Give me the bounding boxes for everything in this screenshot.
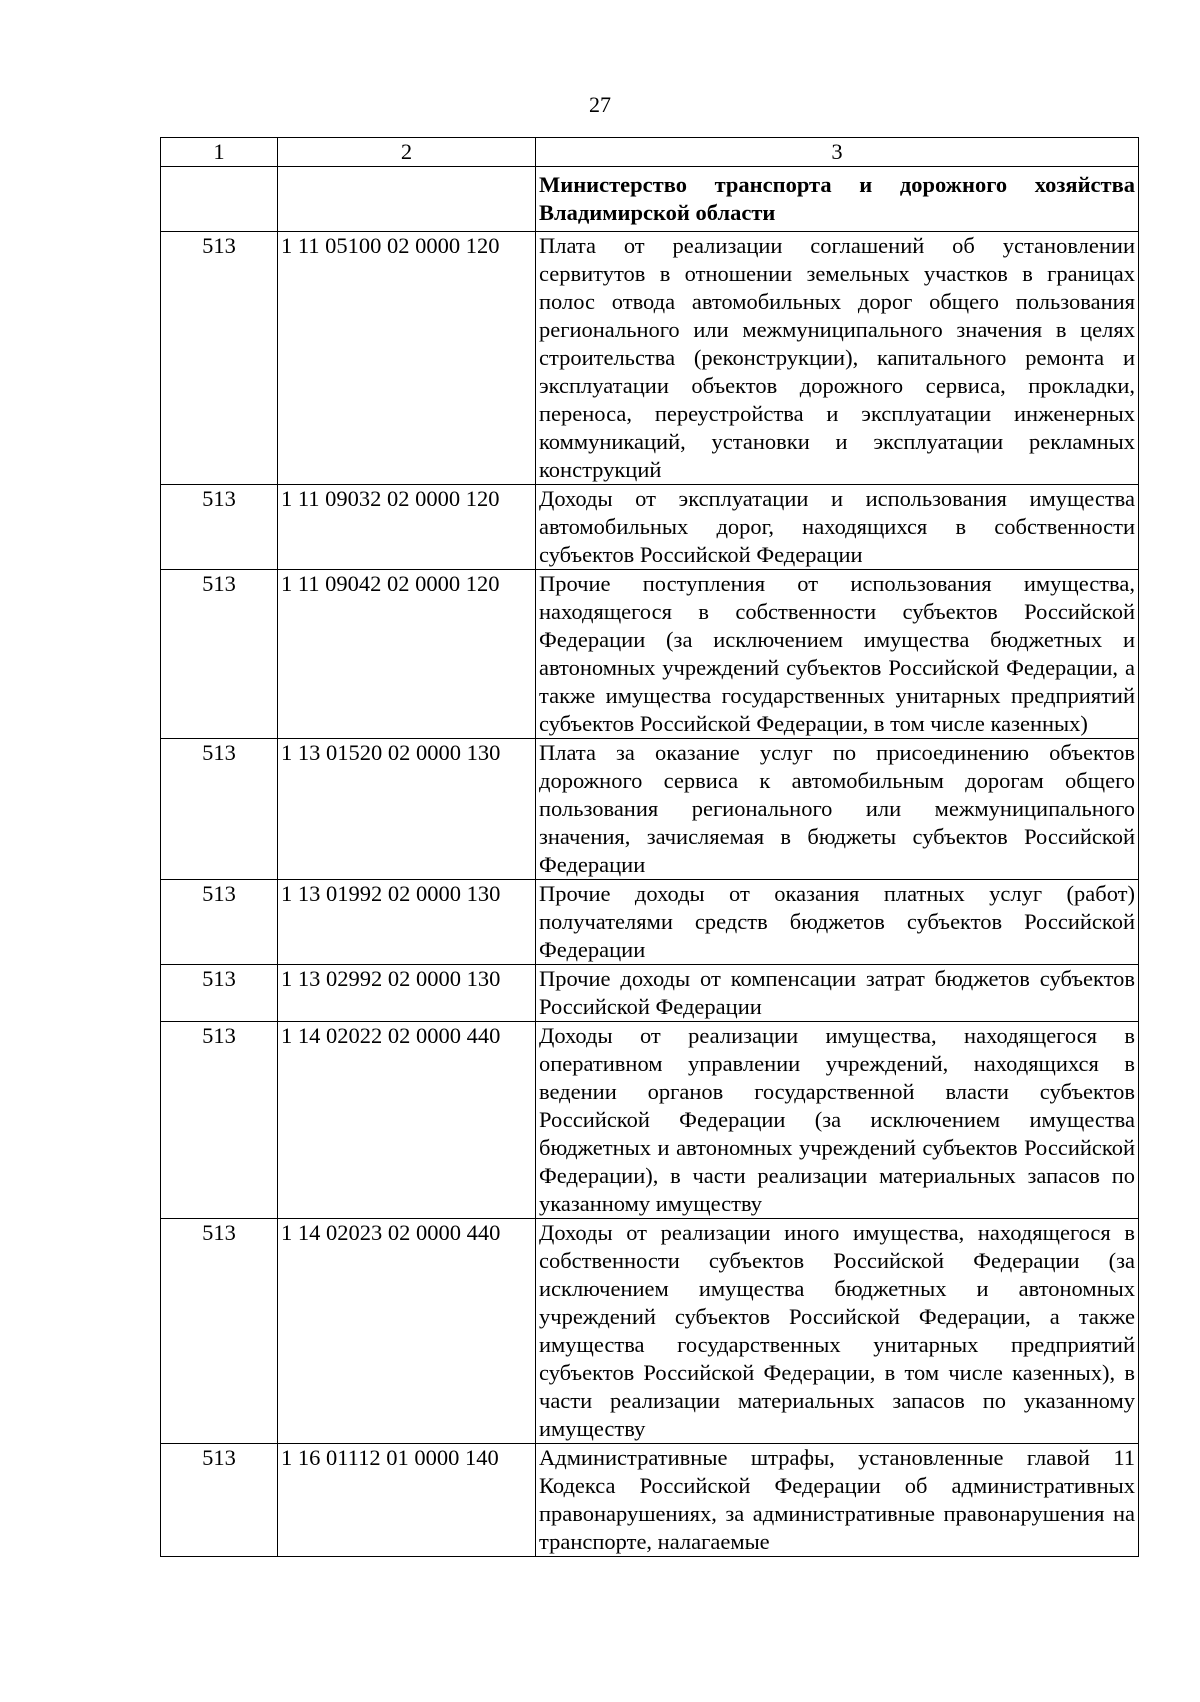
revenue-name-cell: Доходы от реализации иного имущества, находящегося в собственности субъектов Российской Федерации (за исключением имущества бюджетных и автономных учреждений субъектов Российской Федерации, а также имущества государственных унитарных предприятий субъектов Российской Федерации, в том числе казенных), в части реализации материальных запасов по указанному имуществу <box>536 1219 1139 1444</box>
table-row <box>161 965 1139 1022</box>
page-number: 27 <box>589 92 611 117</box>
budget-code-cell: 1 11 09042 02 0000 120 <box>278 570 536 739</box>
section-title: Министерство транспорта и дорожного хозяйства Владимирской области <box>536 167 1139 232</box>
revenue-name-cell: Доходы от реализации имущества, находящегося в оперативном управлении учреждений, находящихся в ведении органов государственной власти субъектов Российской Федерации (за исключением имущества бюджетных и автономных учреждений субъектов Российской Федерации), в части реализации материальных запасов по указанному имуществу <box>536 1022 1139 1219</box>
revenue-name-cell: Плата от реализации соглашений об установлении сервитутов в отношении земельных участков в границах полос отвода автомобильных дорог общего пользования регионального или межмуниципального значения в целях строительства (реконструкции), капитального ремонта и эксплуатации объектов дорожного сервиса, прокладки, переноса, переустройства и эксплуатации инженерных коммуникаций, установки и эксплуатации рекламных конструкций <box>536 232 1139 485</box>
table-row <box>161 1219 1139 1444</box>
admin-code-cell: 513 <box>161 570 278 739</box>
budget-code-cell: 1 14 02022 02 0000 440 <box>278 1022 536 1219</box>
revenue-name-cell: Административные штрафы, установленные главой 11 Кодекса Российской Федерации об административных правонарушениях, за административные правонарушения на транспорте, налагаемые <box>536 1444 1139 1557</box>
header-row <box>161 138 1139 167</box>
empty-cell <box>278 167 536 232</box>
revenue-name-cell: Прочие доходы от компенсации затрат бюджетов субъектов Российской Федерации <box>536 965 1139 1022</box>
revenue-name-cell: Плата за оказание услуг по присоединению объектов дорожного сервиса к автомобильным дорогам общего пользования регионального или межмуниципального значения, зачисляемая в бюджеты субъектов Российской Федерации <box>536 739 1139 880</box>
table-row <box>161 1022 1139 1219</box>
revenue-name-cell: Прочие доходы от оказания платных услуг (работ) получателями средств бюджетов субъектов Российской Федерации <box>536 880 1139 965</box>
table-row <box>161 880 1139 965</box>
header-col-3: 3 <box>536 138 1139 167</box>
admin-code-cell: 513 <box>161 232 278 485</box>
budget-code-cell: 1 13 01992 02 0000 130 <box>278 880 536 965</box>
revenue-codes-table <box>160 137 1139 1557</box>
admin-code-cell: 513 <box>161 739 278 880</box>
table-row <box>161 739 1139 880</box>
revenue-name-cell: Прочие поступления от использования имущества, находящегося в собственности субъектов Российской Федерации (за исключением имущества бюджетных и автономных учреждений субъектов Российской Федерации, а также имущества государственных унитарных предприятий субъектов Российской Федерации, в том числе казенных) <box>536 570 1139 739</box>
admin-code-cell: 513 <box>161 880 278 965</box>
header-col-2: 2 <box>278 138 536 167</box>
budget-code-cell: 1 14 02023 02 0000 440 <box>278 1219 536 1444</box>
header-col-1: 1 <box>161 138 278 167</box>
admin-code-cell: 513 <box>161 1219 278 1444</box>
empty-cell <box>161 167 278 232</box>
table-row <box>161 1444 1139 1557</box>
admin-code-cell: 513 <box>161 485 278 570</box>
budget-code-cell: 1 13 01520 02 0000 130 <box>278 739 536 880</box>
revenue-name-cell: Доходы от эксплуатации и использования имущества автомобильных дорог, находящихся в собственности субъектов Российской Федерации <box>536 485 1139 570</box>
admin-code-cell: 513 <box>161 1022 278 1219</box>
table-row <box>161 232 1139 485</box>
table-row <box>161 570 1139 739</box>
admin-code-cell: 513 <box>161 965 278 1022</box>
budget-code-cell: 1 13 02992 02 0000 130 <box>278 965 536 1022</box>
budget-code-cell: 1 11 05100 02 0000 120 <box>278 232 536 485</box>
budget-code-cell: 1 16 01112 01 0000 140 <box>278 1444 536 1557</box>
budget-code-cell: 1 11 09032 02 0000 120 <box>278 485 536 570</box>
admin-code-cell: 513 <box>161 1444 278 1557</box>
table-row <box>161 485 1139 570</box>
section-title-row <box>161 167 1139 232</box>
